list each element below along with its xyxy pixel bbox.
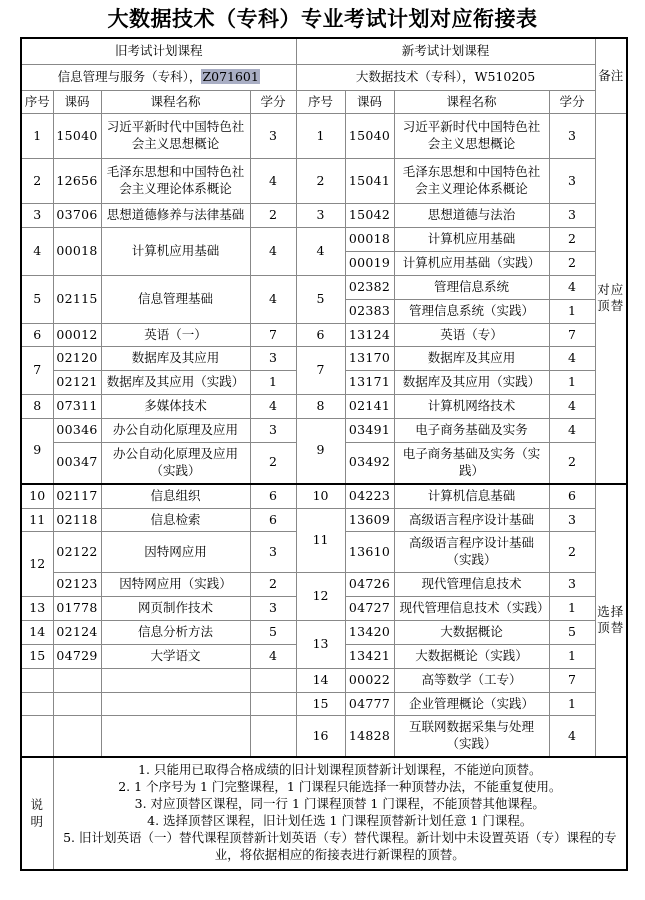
old-empty-code	[53, 716, 101, 757]
new-code: 13171	[345, 371, 394, 395]
new-no: 2	[296, 159, 345, 204]
new-code: 04727	[345, 597, 394, 621]
old-code: 12656	[53, 159, 101, 204]
new-code: 13124	[345, 323, 394, 347]
old-credit: 3	[250, 347, 296, 371]
col-header-no-new: 序号	[296, 91, 345, 114]
new-code: 02383	[345, 299, 394, 323]
note-item: 5. 旧计划英语（一）替代课程顶替新计划英语（专）替代课程。新计划中未设置英语（专）课程的专业，将依据相应的衔接表进行新课程的顶替。	[63, 829, 617, 862]
old-name: 办公自动化原理及应用（实践）	[101, 442, 250, 483]
new-major-cell: 大数据技术（专科），W510205	[296, 65, 595, 91]
new-name: 高级语言程序设计基础（实践）	[394, 532, 549, 573]
new-code: 13170	[345, 347, 394, 371]
old-no: 8	[21, 395, 53, 419]
table-row	[21, 668, 627, 692]
old-no: 6	[21, 323, 53, 347]
new-no: 7	[296, 347, 345, 395]
old-code: 07311	[53, 395, 101, 419]
old-name: 毛泽东思想和中国特色社会主义理论体系概论	[101, 159, 250, 204]
table-row	[21, 692, 627, 716]
new-credit: 1	[549, 644, 595, 668]
note-item: 1. 只能用已取得合格成绩的旧计划课程顶替新计划课程，不能逆向顶替。	[138, 762, 542, 778]
new-name: 计算机信息基础	[394, 484, 549, 508]
table-row	[21, 159, 627, 204]
old-credit: 3	[250, 532, 296, 573]
header-plan-row	[21, 38, 627, 65]
notes-row	[21, 757, 627, 870]
old-code: 02121	[53, 371, 101, 395]
old-code: 02120	[53, 347, 101, 371]
col-header-code-new: 课码	[345, 91, 394, 114]
new-no: 8	[296, 395, 345, 419]
old-empty-no	[21, 692, 53, 716]
table-row	[21, 114, 627, 159]
table-row	[21, 275, 627, 299]
old-no: 14	[21, 620, 53, 644]
new-no: 16	[296, 716, 345, 757]
new-no: 13	[296, 620, 345, 668]
header-columns-row	[21, 91, 627, 114]
old-code: 02122	[53, 532, 101, 573]
new-code: 00022	[345, 668, 394, 692]
old-empty-name	[101, 716, 250, 757]
new-code: 13610	[345, 532, 394, 573]
col-header-no-old: 序号	[21, 91, 53, 114]
old-name: 大学语文	[101, 644, 250, 668]
old-code: 00018	[53, 228, 101, 276]
old-name: 多媒体技术	[101, 395, 250, 419]
new-no: 12	[296, 573, 345, 621]
new-name: 现代管理信息技术	[394, 573, 549, 597]
new-credit: 4	[549, 395, 595, 419]
old-no: 15	[21, 644, 53, 668]
new-no: 1	[296, 114, 345, 159]
col-header-code-old: 课码	[53, 91, 101, 114]
new-name: 计算机应用基础	[394, 228, 549, 252]
table-row	[21, 484, 627, 508]
new-code: 13420	[345, 620, 394, 644]
new-name: 高级语言程序设计基础	[394, 508, 549, 532]
old-name: 因特网应用	[101, 532, 250, 573]
new-no: 9	[296, 419, 345, 484]
note-item: 2. 1 个序号为 1 门完整课程，1 门课程只能选择一种顶替办法，不能重复使用。	[118, 779, 562, 795]
new-no: 14	[296, 668, 345, 692]
old-no: 13	[21, 597, 53, 621]
old-name: 网页制作技术	[101, 597, 250, 621]
old-no: 5	[21, 275, 53, 323]
old-credit: 2	[250, 442, 296, 483]
note-item: 4. 选择顶替区课程，旧计划任选 1 门课程顶替新计划任意 1 门课程。	[147, 812, 533, 828]
remark-optional: 选择顶替	[595, 484, 627, 758]
new-name: 企业管理概论（实践）	[394, 692, 549, 716]
old-code: 01778	[53, 597, 101, 621]
remark-corresponding: 对应顶替	[595, 114, 627, 484]
new-name: 计算机应用基础（实践）	[394, 251, 549, 275]
old-name: 英语（一）	[101, 323, 250, 347]
old-code: 00012	[53, 323, 101, 347]
old-empty-credit	[250, 716, 296, 757]
old-code: 03706	[53, 204, 101, 228]
new-code: 14828	[345, 716, 394, 757]
table-row	[21, 716, 627, 757]
old-no: 7	[21, 347, 53, 395]
new-code: 15040	[345, 114, 394, 159]
old-empty-code	[53, 668, 101, 692]
old-code: 00346	[53, 419, 101, 443]
new-code: 15042	[345, 204, 394, 228]
new-name: 互联网数据采集与处理（实践）	[394, 716, 549, 757]
remark-column-header: 备注	[595, 38, 627, 114]
old-code: 02115	[53, 275, 101, 323]
col-header-credit-old: 学分	[250, 91, 296, 114]
old-code: 04729	[53, 644, 101, 668]
old-no: 1	[21, 114, 53, 159]
old-credit: 3	[250, 419, 296, 443]
new-credit: 1	[549, 692, 595, 716]
old-no: 9	[21, 419, 53, 484]
new-name: 高等数学（工专）	[394, 668, 549, 692]
course-mapping-table	[20, 37, 628, 871]
table-row	[21, 508, 627, 532]
new-credit: 4	[549, 419, 595, 443]
col-header-name-old: 课程名称	[101, 91, 250, 114]
col-header-credit-new: 学分	[549, 91, 595, 114]
new-code: 00018	[345, 228, 394, 252]
old-code: 02118	[53, 508, 101, 532]
new-credit: 3	[549, 204, 595, 228]
new-code: 03492	[345, 442, 394, 483]
new-credit: 2	[549, 251, 595, 275]
old-code: 15040	[53, 114, 101, 159]
old-major-cell	[21, 65, 296, 91]
old-credit: 7	[250, 323, 296, 347]
new-name: 电子商务基础及实务（实践）	[394, 442, 549, 483]
old-name: 办公自动化原理及应用	[101, 419, 250, 443]
old-credit: 1	[250, 371, 296, 395]
new-code: 04777	[345, 692, 394, 716]
old-credit: 3	[250, 597, 296, 621]
old-empty-credit	[250, 668, 296, 692]
old-credit: 4	[250, 228, 296, 276]
old-name: 思想道德修养与法律基础	[101, 204, 250, 228]
new-credit: 6	[549, 484, 595, 508]
old-code: 00347	[53, 442, 101, 483]
table-row	[21, 323, 627, 347]
notes-label-line1: 说	[30, 796, 44, 812]
col-header-name-new: 课程名称	[394, 91, 549, 114]
new-name: 管理信息系统（实践）	[394, 299, 549, 323]
new-credit: 3	[549, 573, 595, 597]
new-no: 15	[296, 692, 345, 716]
old-credit: 4	[250, 395, 296, 419]
new-no: 4	[296, 228, 345, 276]
new-credit: 1	[549, 371, 595, 395]
table-row	[21, 573, 627, 597]
new-code: 04223	[345, 484, 394, 508]
old-name: 信息组织	[101, 484, 250, 508]
table-row	[21, 620, 627, 644]
new-name: 毛泽东思想和中国特色社会主义理论体系概论	[394, 159, 549, 204]
new-name: 大数据概论	[394, 620, 549, 644]
new-credit: 4	[549, 347, 595, 371]
new-credit: 3	[549, 114, 595, 159]
new-credit: 1	[549, 597, 595, 621]
old-name: 信息检索	[101, 508, 250, 532]
new-credit: 2	[549, 228, 595, 252]
new-credit: 1	[549, 299, 595, 323]
new-name: 管理信息系统	[394, 275, 549, 299]
new-code: 13421	[345, 644, 394, 668]
old-no: 10	[21, 484, 53, 508]
new-credit: 3	[549, 508, 595, 532]
old-name: 信息管理基础	[101, 275, 250, 323]
new-no: 11	[296, 508, 345, 573]
old-credit: 4	[250, 159, 296, 204]
old-empty-no	[21, 716, 53, 757]
notes-content	[53, 757, 627, 870]
new-plan-header: 新考试计划课程	[296, 38, 595, 65]
new-credit: 2	[549, 532, 595, 573]
old-empty-name	[101, 668, 250, 692]
old-credit: 6	[250, 508, 296, 532]
old-credit: 5	[250, 620, 296, 644]
old-no: 2	[21, 159, 53, 204]
table-row	[21, 419, 627, 443]
notes-label	[21, 757, 53, 870]
new-code: 02141	[345, 395, 394, 419]
new-name: 大数据概论（实践）	[394, 644, 549, 668]
old-name: 因特网应用（实践）	[101, 573, 250, 597]
new-code: 15041	[345, 159, 394, 204]
old-name: 数据库及其应用（实践）	[101, 371, 250, 395]
old-credit: 2	[250, 204, 296, 228]
old-empty-credit	[250, 692, 296, 716]
new-credit: 2	[549, 442, 595, 483]
new-no: 10	[296, 484, 345, 508]
old-no: 3	[21, 204, 53, 228]
new-code: 04726	[345, 573, 394, 597]
old-credit: 3	[250, 114, 296, 159]
old-credit: 4	[250, 644, 296, 668]
old-plan-header: 旧考试计划课程	[21, 38, 296, 65]
old-name: 数据库及其应用	[101, 347, 250, 371]
new-code: 00019	[345, 251, 394, 275]
header-major-row	[21, 65, 627, 91]
old-empty-name	[101, 692, 250, 716]
new-name: 计算机网络技术	[394, 395, 549, 419]
new-credit: 4	[549, 716, 595, 757]
new-name: 思想道德与法治	[394, 204, 549, 228]
new-credit: 7	[549, 323, 595, 347]
old-credit: 4	[250, 275, 296, 323]
new-name: 习近平新时代中国特色社会主义思想概论	[394, 114, 549, 159]
new-no: 3	[296, 204, 345, 228]
table-row	[21, 347, 627, 371]
old-name: 信息分析方法	[101, 620, 250, 644]
new-name: 现代管理信息技术（实践）	[394, 597, 549, 621]
table-row	[21, 228, 627, 252]
new-credit: 5	[549, 620, 595, 644]
new-name: 电子商务基础及实务	[394, 419, 549, 443]
old-no: 11	[21, 508, 53, 532]
new-code: 13609	[345, 508, 394, 532]
notes-label-line2: 明	[30, 813, 44, 829]
old-credit: 2	[250, 573, 296, 597]
new-credit: 7	[549, 668, 595, 692]
new-name: 英语（专）	[394, 323, 549, 347]
old-no: 12	[21, 532, 53, 597]
old-code: 02124	[53, 620, 101, 644]
table-row	[21, 395, 627, 419]
old-empty-code	[53, 692, 101, 716]
old-name: 计算机应用基础	[101, 228, 250, 276]
new-no: 5	[296, 275, 345, 323]
table-row	[21, 204, 627, 228]
page-title: 大数据技术（专科）专业考试计划对应衔接表	[107, 6, 538, 31]
new-code: 02382	[345, 275, 394, 299]
old-no: 4	[21, 228, 53, 276]
old-name: 习近平新时代中国特色社会主义思想概论	[101, 114, 250, 159]
new-no: 6	[296, 323, 345, 347]
old-major-code-highlight: Z071601	[202, 69, 259, 85]
old-code: 02123	[53, 573, 101, 597]
new-credit: 3	[549, 159, 595, 204]
new-credit: 4	[549, 275, 595, 299]
old-major-name: 信息管理与服务（专科），	[57, 69, 202, 85]
note-item: 3. 对应顶替区课程，同一行 1 门课程顶替 1 门课程，不能顶替其他课程。	[134, 795, 545, 811]
old-code: 02117	[53, 484, 101, 508]
new-code: 03491	[345, 419, 394, 443]
old-empty-no	[21, 668, 53, 692]
new-name: 数据库及其应用（实践）	[394, 371, 549, 395]
new-name: 数据库及其应用	[394, 347, 549, 371]
old-credit: 6	[250, 484, 296, 508]
